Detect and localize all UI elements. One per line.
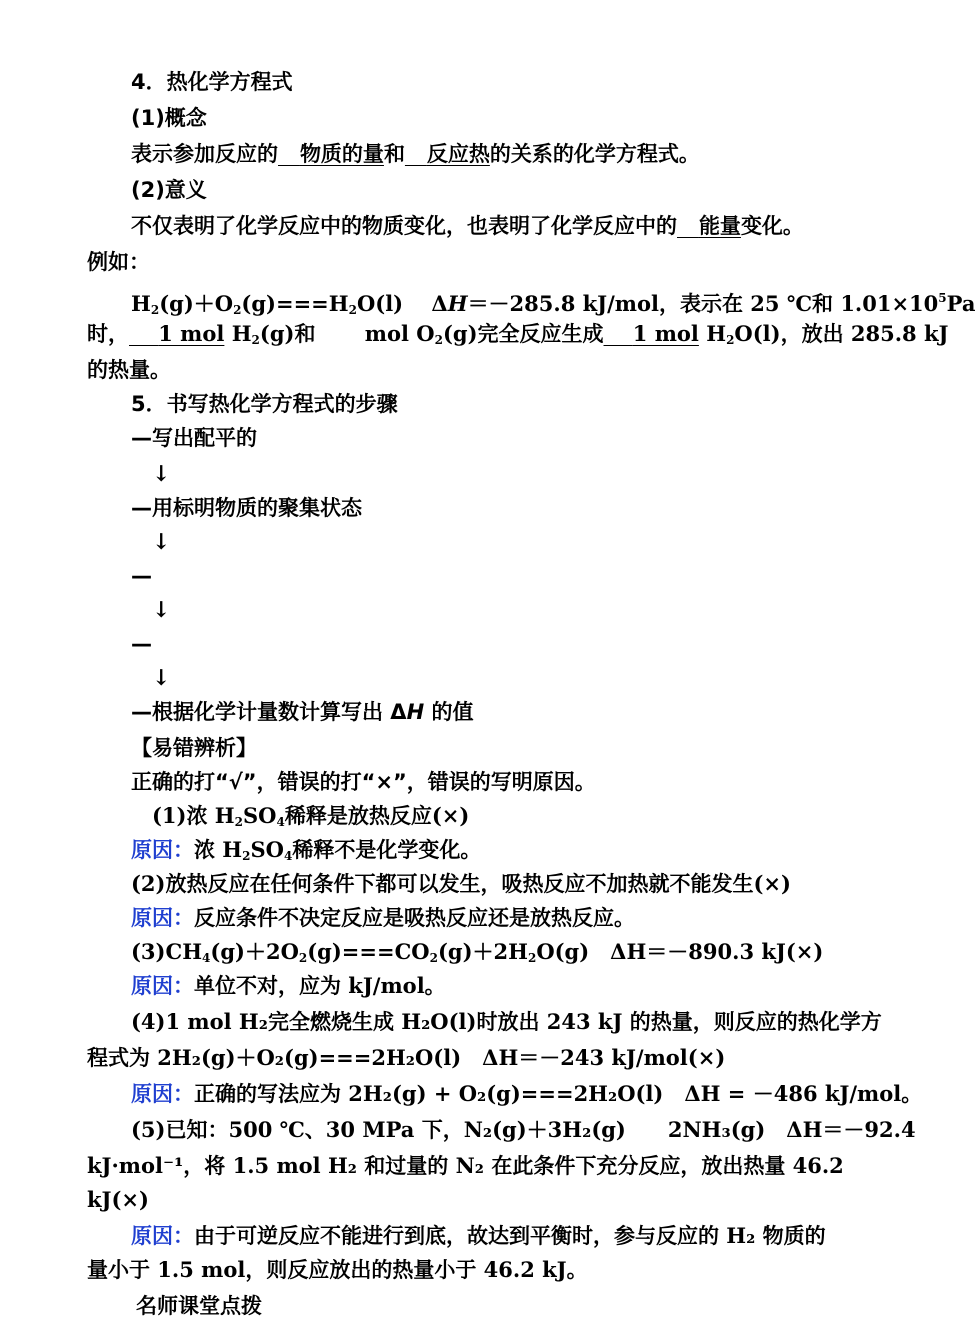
example-equation-line: $H_2(g)+O_2(g)===H_2O(l)$ ΔH＝－285.8 kJ/mol，表示在 25 ℃和 $1.01\times 10^5Pa$ (131, 291, 976, 317)
example-line-2: 时， 1 mol $H_2(g)$和 mol $O_2(g)$完全反应生成 1 mol $H_2O(l)$，放出 285.8 kJ (87, 321, 949, 347)
section-4-heading: 4．热化学方程式 (131, 70, 293, 94)
blank-1mol-h2o: 1 mol (632, 321, 699, 346)
error-item-4-line-1: (4)1 mol H₂完全燃烧生成 H₂O(l)时放出 243 kJ 的热量，则反应的热化学方 (131, 1009, 882, 1034)
step-4: — (131, 632, 152, 656)
blank-1mol-h2: 1 mol (158, 321, 225, 346)
section-5-heading: 5．书写热化学方程式的步骤 (131, 392, 398, 416)
reason-1: 原因：浓 $H_2SO_4$稀释不是化学变化。 (131, 837, 482, 863)
error-item-5-line-1: (5)已知：500 ℃、30 MPa 下，N₂(g)＋3H₂(g) 2NH₃(g) ΔH＝－92.4 (131, 1117, 916, 1142)
step-2: —用标明物质的聚集状态 (131, 496, 362, 520)
error-item-2: (2)放热反应在任何条件下都可以发生，吸热反应不加热就不能发生(×) (131, 871, 791, 896)
example-label: 例如： (87, 250, 150, 274)
meaning-label: (2)意义 (131, 178, 207, 202)
reason-label: 原因： (131, 1082, 194, 1106)
down-arrow-icon: ↓ (152, 597, 171, 623)
errors-heading: 【易错辨析】 (131, 736, 257, 760)
down-arrow-icon: ↓ (152, 529, 171, 555)
reason-4: 原因：正确的写法应为 2H₂(g) + O₂(g)===2H₂O(l) ΔH = －486 kJ/mol。 (131, 1081, 923, 1106)
concept-label: (1)概念 (131, 106, 207, 130)
blank-energy: 能量 (698, 214, 741, 238)
error-item-4-line-2: 程式为 2H₂(g)＋O₂(g)===2H₂O(l) ΔH＝－243 kJ/mol(×) (87, 1045, 726, 1070)
error-item-1: (1)浓 $H_2SO_4$稀释是放热反应(×) (152, 803, 470, 829)
meaning-line: 不仅表明了化学反应中的物质变化，也表明了化学反应中的 能量变化。 (131, 214, 804, 238)
error-item-5-line-2: kJ·mol⁻¹，将 1.5 mol H₂ 和过量的 N₂ 在此条件下充分反应，放出热量 46.2 (87, 1153, 844, 1178)
example-line-3: 的热量。 (87, 358, 171, 382)
blank-reaction-heat: 反应热 (426, 142, 490, 166)
down-arrow-icon: ↓ (152, 461, 171, 487)
step-3: — (131, 564, 152, 588)
reason-5-line-1: 原因：由于可逆反应不能进行到底，故达到平衡时，参与反应的 H₂ 物质的 (131, 1223, 826, 1248)
error-item-5-line-3: kJ(×) (87, 1187, 149, 1212)
error-item-3: $(3)CH_4(g)+2O_2(g)===CO_2(g)+2H_2O(g)$ ΔH＝－890.3 kJ(×) (131, 939, 824, 965)
reason-3: 原因：单位不对，应为 kJ/mol。 (131, 973, 446, 998)
footer-heading: 名师课堂点拨 (136, 1294, 262, 1318)
down-arrow-icon: ↓ (152, 665, 171, 691)
step-1: —写出配平的 (131, 426, 257, 450)
reason-label: 原因： (131, 906, 194, 930)
reason-label: 原因： (131, 838, 194, 862)
blank-amount-of-substance: 物质的量 (299, 142, 384, 166)
reason-5-line-2: 量小于 1.5 mol，则反应放出的热量小于 46.2 kJ。 (87, 1257, 588, 1282)
reason-label: 原因： (131, 1224, 194, 1248)
step-5: —根据化学计量数计算写出 ΔH 的值 (131, 700, 474, 724)
errors-intro: 正确的打“√”，错误的打“×”，错误的写明原因。 (131, 770, 596, 794)
reason-2: 原因：反应条件不决定反应是吸热反应还是放热反应。 (131, 905, 635, 930)
concept-line: 表示参加反应的 物质的量和 反应热的关系的化学方程式。 (131, 142, 700, 166)
reason-label: 原因： (131, 974, 194, 998)
